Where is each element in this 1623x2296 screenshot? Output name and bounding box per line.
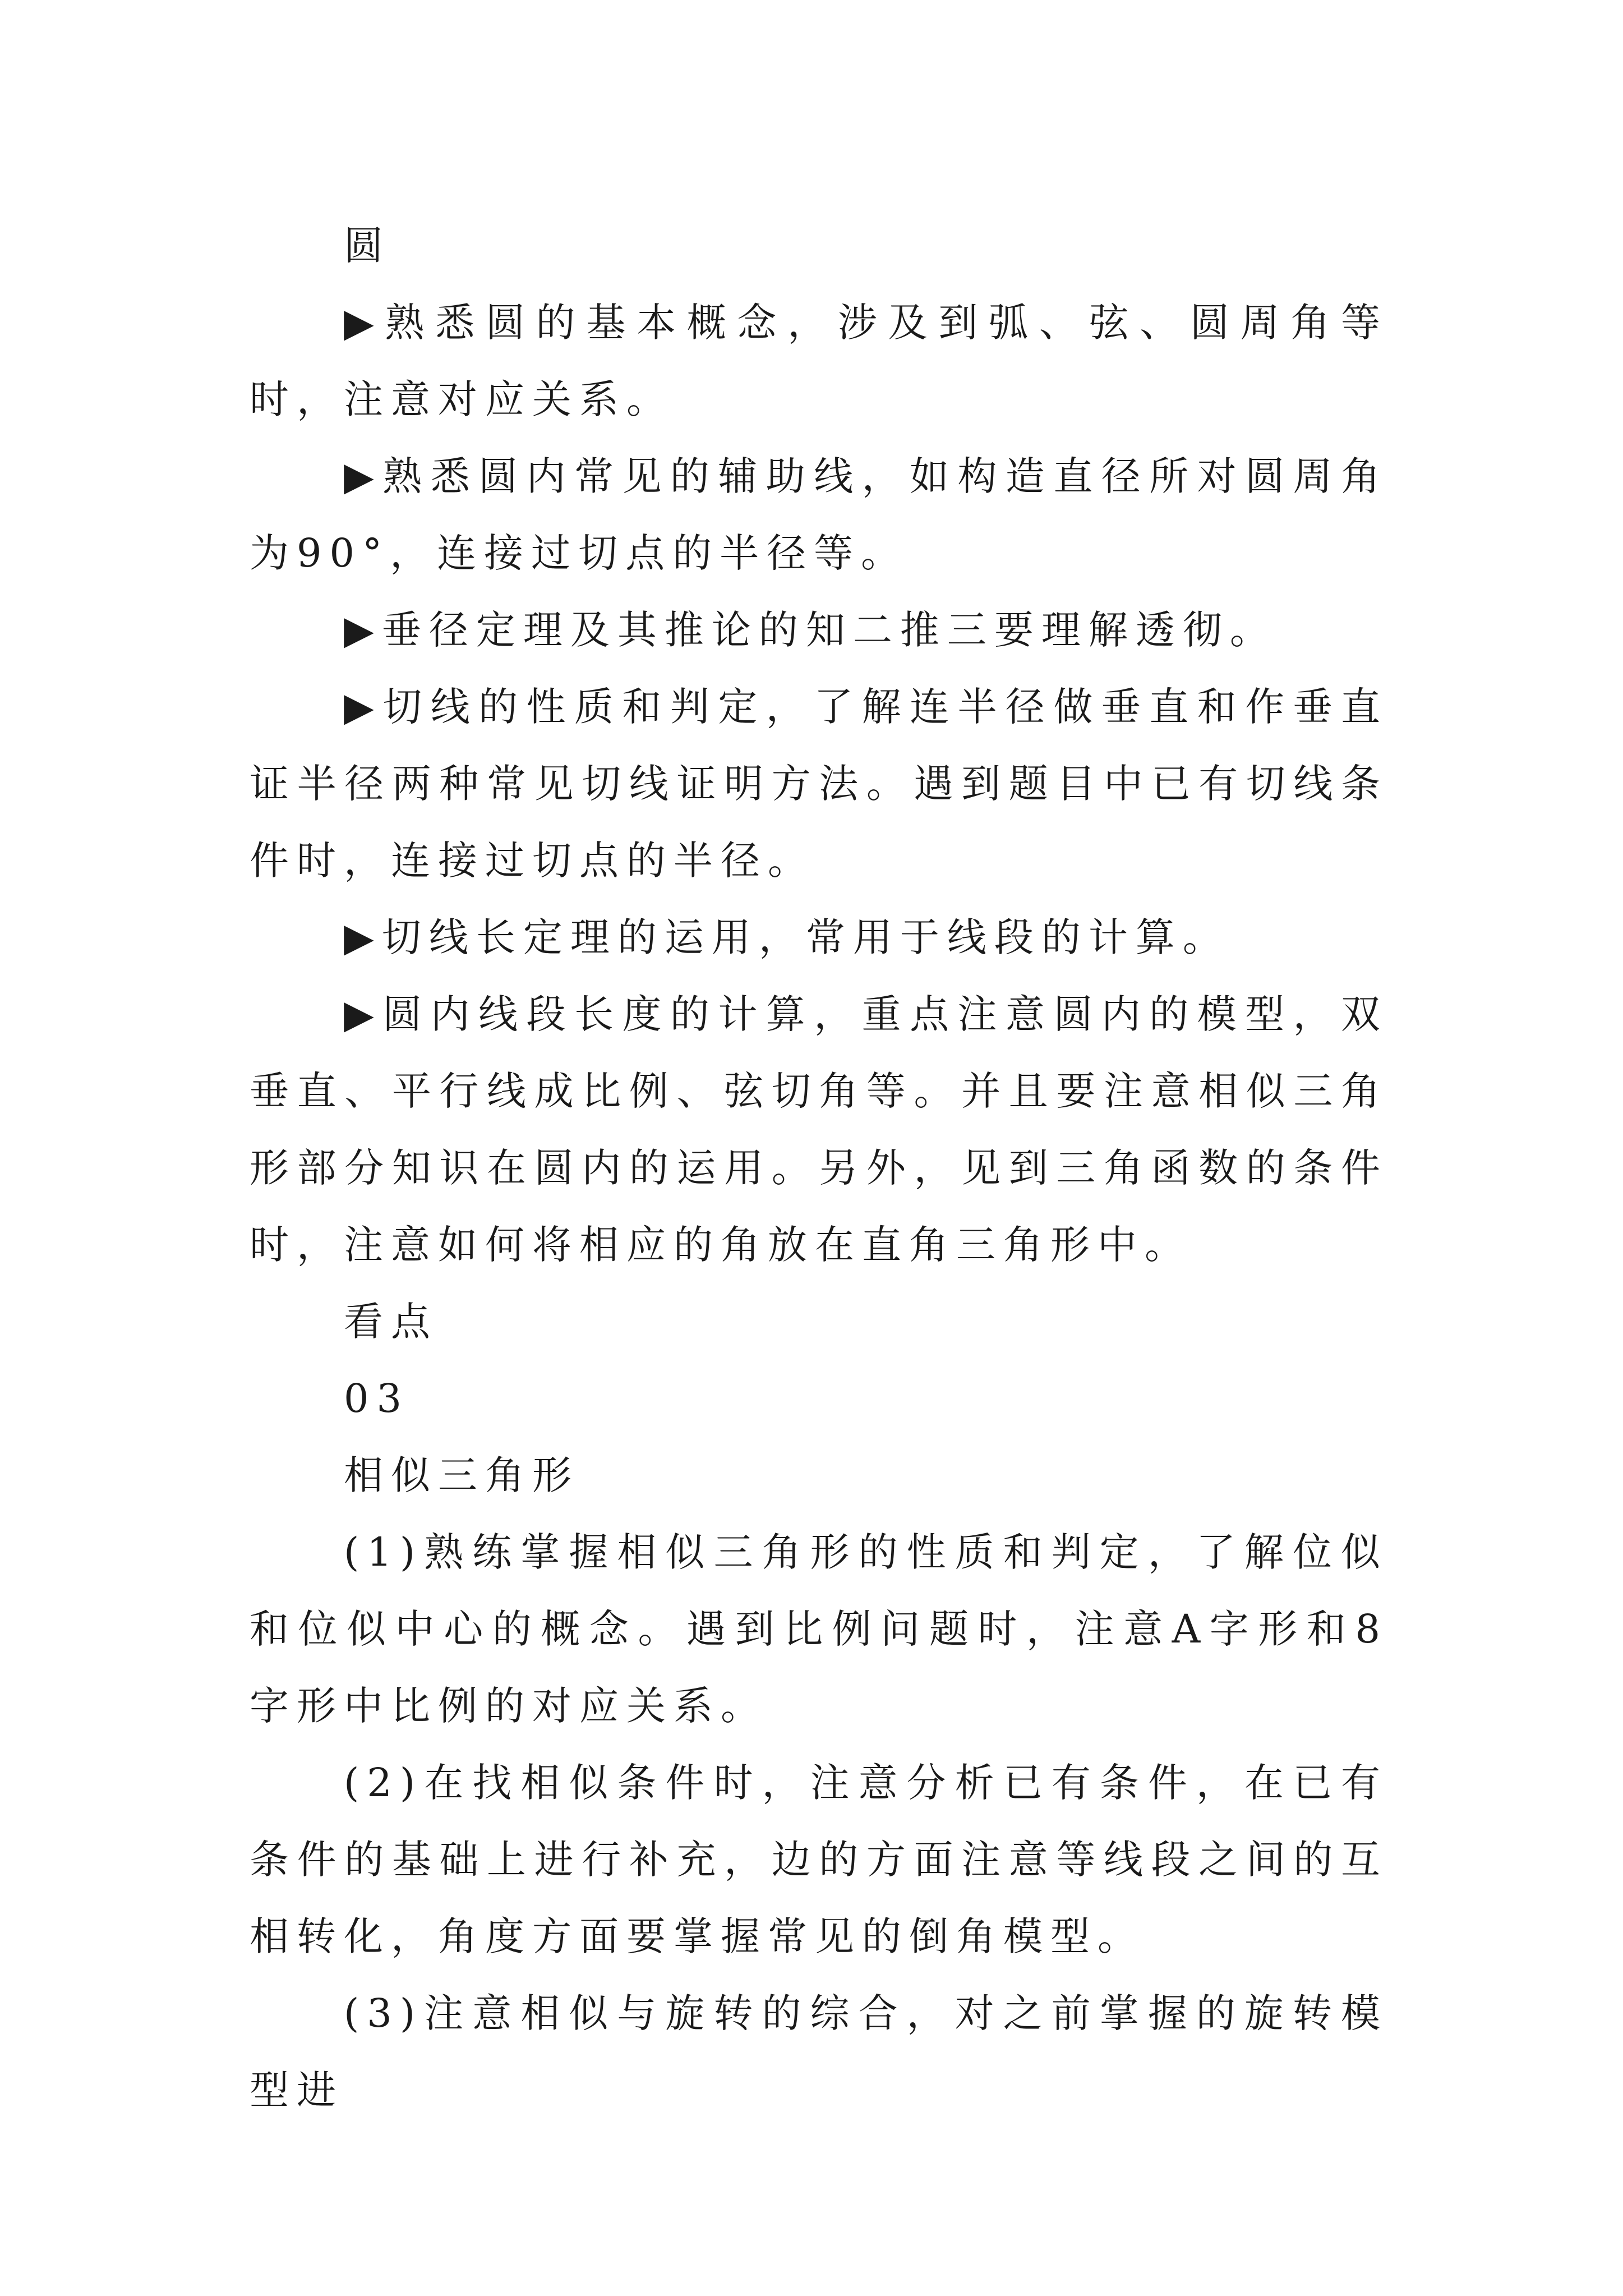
section-label-kandian: 看点 <box>344 1299 438 1345</box>
paragraph-circle-concepts: ▶熟悉圆的基本概念，涉及到弧、弦、圆周角等时，注意对应关系。 <box>250 300 1388 422</box>
paragraph-similar-3: (3)注意相似与旋转的综合，对之前掌握的旋转模型进 <box>250 1990 1388 2113</box>
document-body <box>250 208 1388 2129</box>
section-number: 03 <box>344 1375 410 1421</box>
paragraph-similar-2: (2)在找相似条件时，注意分析已有条件，在已有条件的基础上进行补充，边的方面注意等线段之间的互相转化，角度方面要掌握常见的倒角模型。 <box>250 1760 1388 1959</box>
paragraph-perpendicular-diameter: ▶垂径定理及其推论的知二推三要理解透彻。 <box>344 607 1277 653</box>
section-heading-similar-triangles: 相似三角形 <box>344 1452 579 1498</box>
paragraph-auxiliary-lines: ▶熟悉圆内常见的辅助线，如构造直径所对圆周角为90°，连接过切点的半径等。 <box>250 453 1388 576</box>
paragraph-similar-1: (1)熟练掌握相似三角形的性质和判定，了解位似和位似中心的概念。遇到比例问题时，注意A字形和8字形中比例的对应关系。 <box>250 1529 1388 1729</box>
paragraph-tangent-length: ▶切线长定理的运用，常用于线段的计算。 <box>344 914 1230 960</box>
section-heading-circle: 圆 <box>344 223 391 269</box>
paragraph-tangent-properties: ▶切线的性质和判定，了解连半径做垂直和作垂直证半径两种常见切线证明方法。遇到题目中已有切线条件时，连接过切点的半径。 <box>250 684 1388 884</box>
paragraph-segment-length: ▶圆内线段长度的计算，重点注意圆内的模型，双垂直、平行线成比例、弦切角等。并且要注意相似三角形部分知识在圆内的运用。另外，见到三角函数的条件时，注意如何将相应的角放在直角三角形中。 <box>250 991 1388 1268</box>
